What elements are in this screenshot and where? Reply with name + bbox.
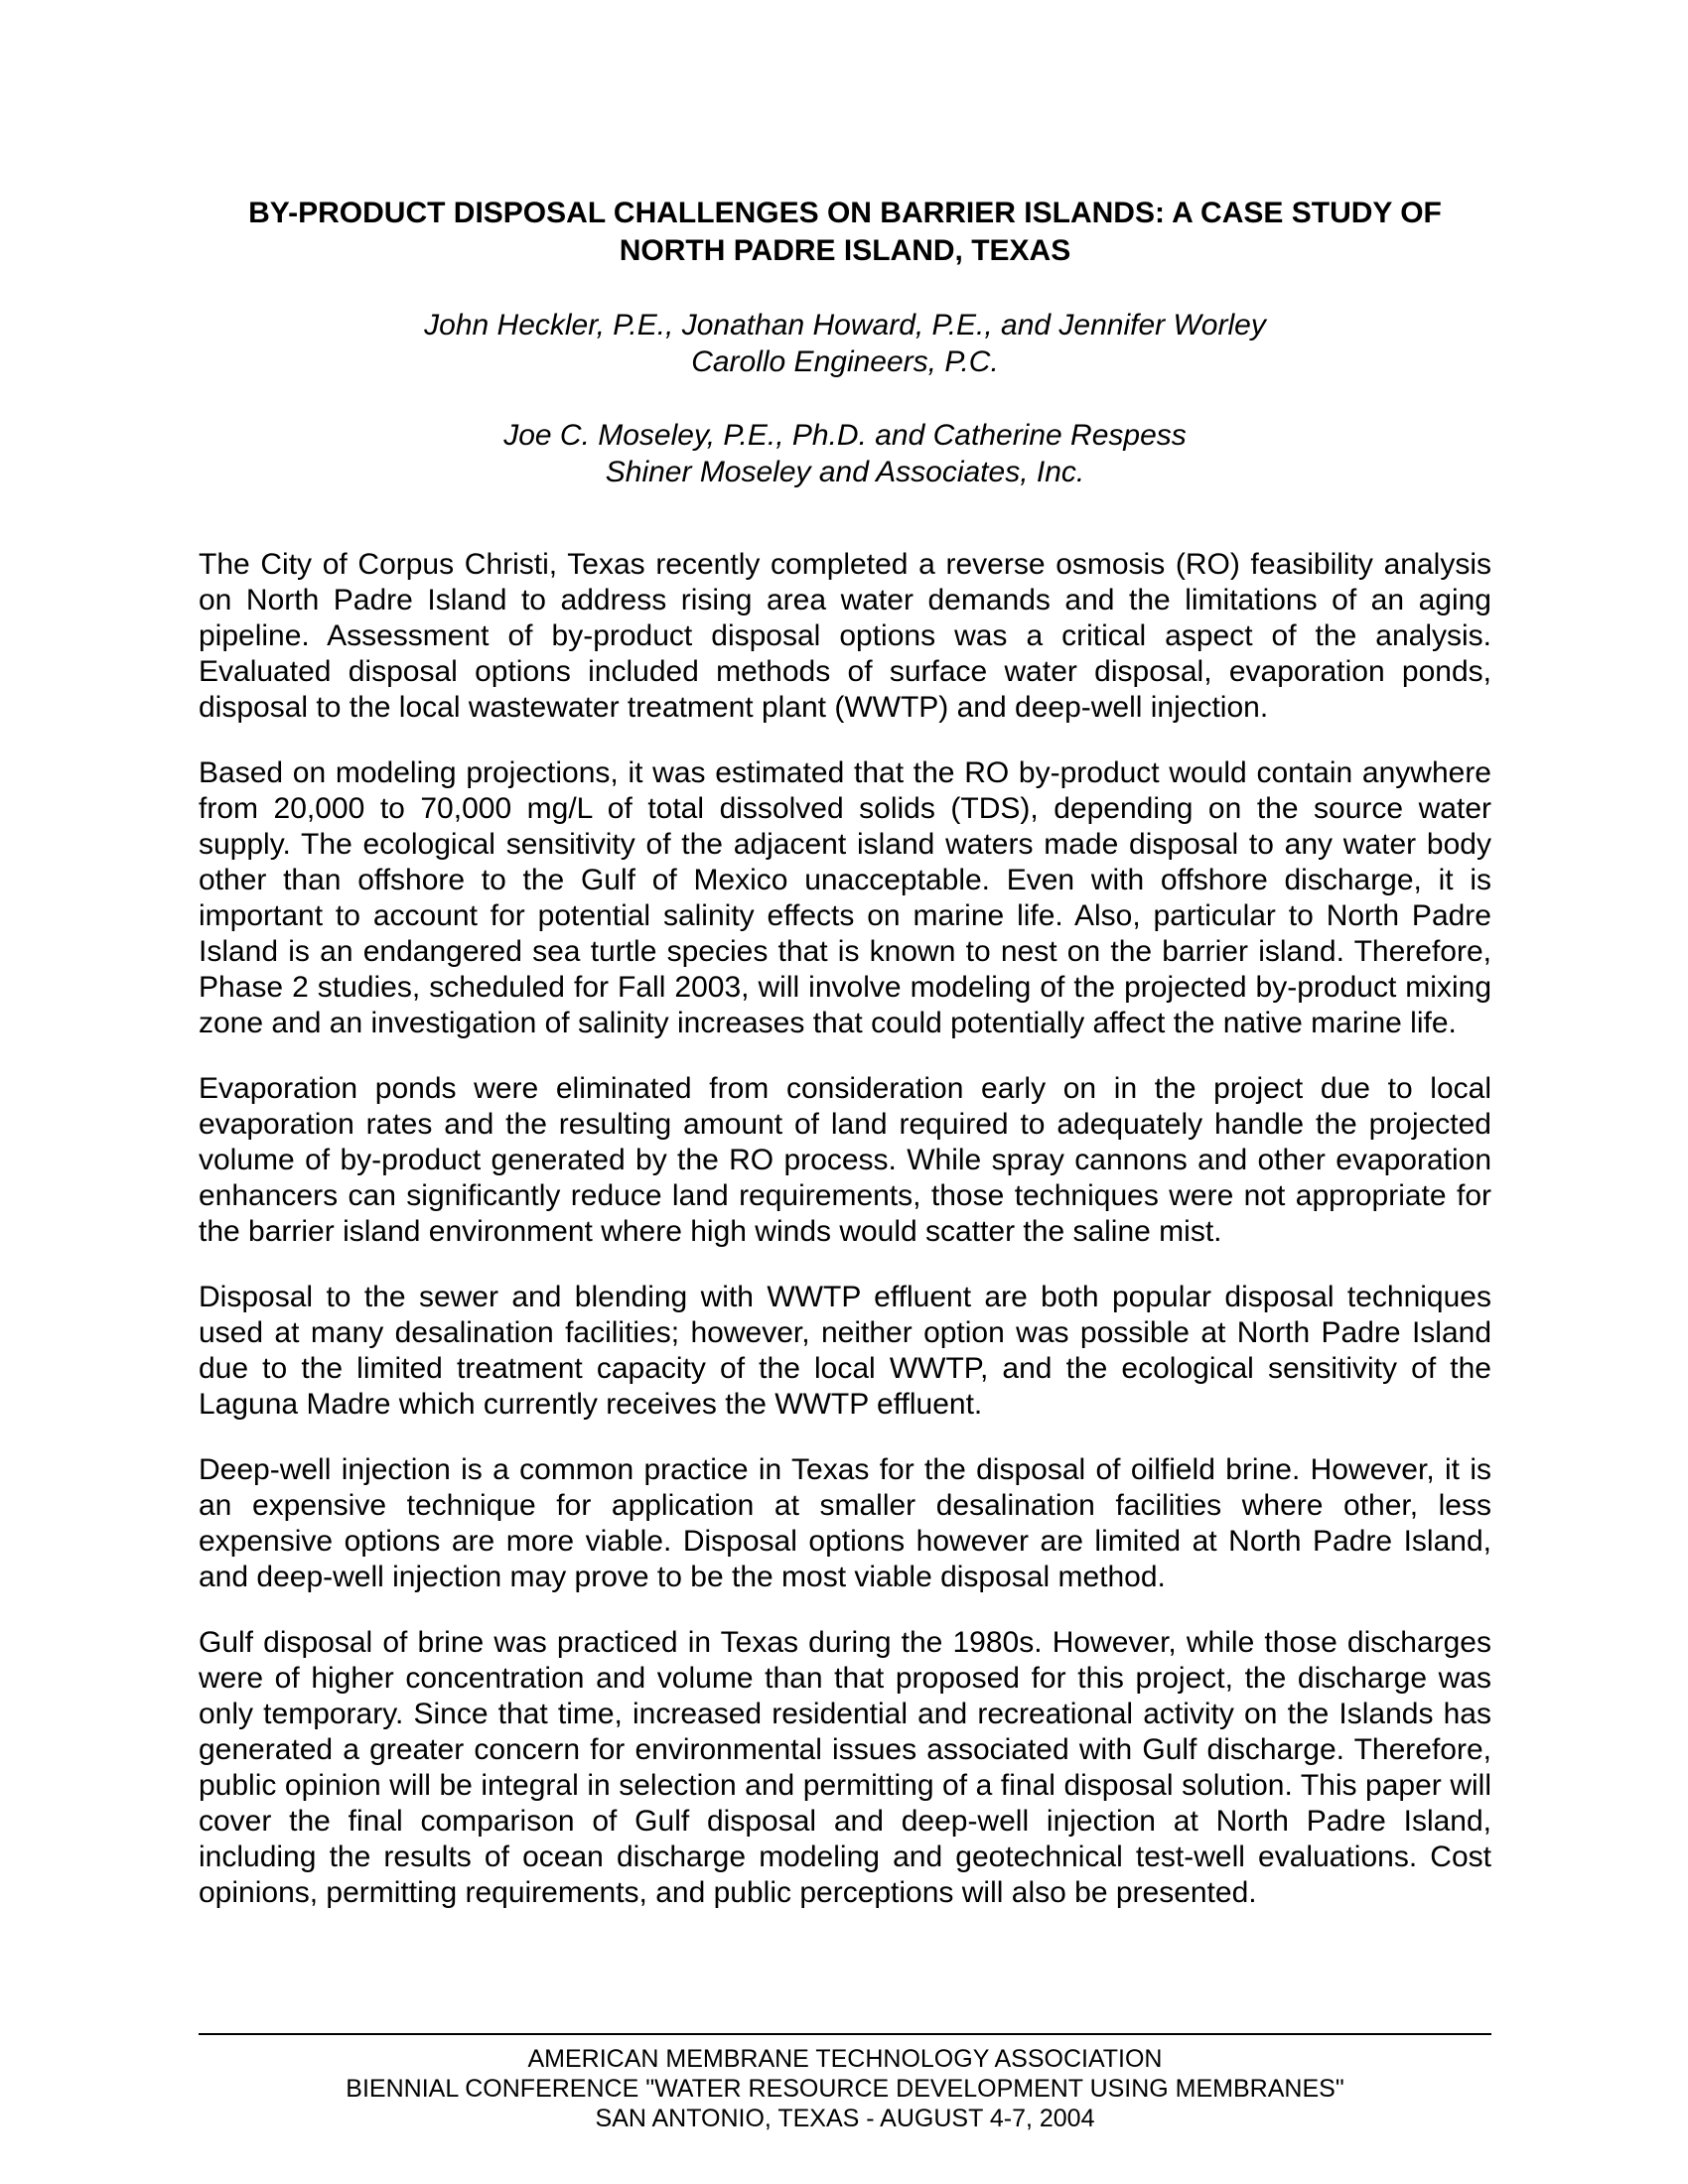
paper-title-line-1: BY-PRODUCT DISPOSAL CHALLENGES ON BARRIER ISLANDS: A CASE STUDY OF bbox=[248, 197, 1442, 229]
author-affiliation: Shiner Moseley and Associates, Inc. bbox=[605, 456, 1085, 488]
abstract-paragraph-6: Gulf disposal of brine was practiced in Texas during the 1980s. However, while those discharges were of higher concentration and volume than that proposed for this project, the discharge was only temporary. Since that time, increased residential and recreational activity on the Islands has generated a greater concern for environmental issues associated with Gulf discharge. Therefore, public opinion will be integral in selection and permitting of a final disposal solution. This paper will cover the final comparison of Gulf disposal and deep-well injection at North Padre Island, including the results of ocean discharge modeling and geotechnical test-well evaluations. Cost opinions, permitting requirements, and public perceptions will also be presented. bbox=[199, 1626, 1491, 1909]
footer-location-date-line: SAN ANTONIO, TEXAS - AUGUST 4-7, 2004 bbox=[595, 2105, 1095, 2132]
author-affiliation: Carollo Engineers, P.C. bbox=[691, 345, 999, 378]
footer-divider bbox=[199, 2033, 1491, 2035]
abstract-body bbox=[199, 547, 1491, 1911]
author-names: Joe C. Moseley, P.E., Ph.D. and Catherine Respess bbox=[503, 419, 1187, 452]
abstract-paragraph-2: Based on modeling projections, it was estimated that the RO by-product would contain anywhere from 20,000 to 70,000 mg/L of total dissolved solids (TDS), depending on the source water supply. The ecological sensitivity of the adjacent island waters made disposal to any water body other than offshore to the Gulf of Mexico unacceptable. Even with offshore discharge, it is important to account for potential salinity effects on marine life. Also, particular to North Padre Island is an endangered sea turtle species that is known to nest on the barrier island. Therefore, Phase 2 studies, scheduled for Fall 2003, will involve modeling of the projected by-product mixing zone and an investigation of salinity increases that could potentially affect the native marine life. bbox=[199, 756, 1491, 1039]
abstract-paragraph-3: Evaporation ponds were eliminated from consideration early on in the project due to local evaporation rates and the resulting amount of land required to adequately handle the projected volume of by-product generated by the RO process. While spray cannons and other evaporation enhancers can significantly reduce land requirements, those techniques were not appropriate for the barrier island environment where high winds would scatter the saline mist. bbox=[199, 1072, 1491, 1248]
conference-footer bbox=[199, 2033, 1491, 2133]
page-content bbox=[199, 195, 1491, 1941]
footer-conference-line: BIENNIAL CONFERENCE "WATER RESOURCE DEVELOPMENT USING MEMBRANES" bbox=[346, 2075, 1344, 2103]
author-names: John Heckler, P.E., Jonathan Howard, P.E., and Jennifer Worley bbox=[424, 309, 1266, 341]
abstract-paragraph-5: Deep-well injection is a common practice in Texas for the disposal of oilfield brine. However, it is an expensive technique for application at smaller desalination facilities where other, less expensive options are more viable. Disposal options however are limited at North Padre Island, and deep-well injection may prove to be the most viable disposal method. bbox=[199, 1453, 1491, 1593]
author-group-2 bbox=[199, 417, 1491, 490]
author-group-1 bbox=[199, 307, 1491, 380]
paper-title bbox=[199, 195, 1491, 270]
abstract-paragraph-1: The City of Corpus Christi, Texas recently completed a reverse osmosis (RO) feasibility analysis on North Padre Island to address rising area water demands and the limitations of an aging pipeline. Assessment of by-product disposal options was a critical aspect of the analysis. Evaluated disposal options included methods of surface water disposal, evaporation ponds, disposal to the local wastewater treatment plant (WWTP) and deep-well injection. bbox=[199, 548, 1491, 724]
footer-association-line: AMERICAN MEMBRANE TECHNOLOGY ASSOCIATION bbox=[527, 2045, 1163, 2073]
abstract-paragraph-4: Disposal to the sewer and blending with WWTP effluent are both popular disposal techniques used at many desalination facilities; however, neither option was possible at North Padre Island due to the limited treatment capacity of the local WWTP, and the ecological sensitivity of the Laguna Madre which currently receives the WWTP effluent. bbox=[199, 1281, 1491, 1421]
paper-title-line-2: NORTH PADRE ISLAND, TEXAS bbox=[619, 234, 1071, 267]
